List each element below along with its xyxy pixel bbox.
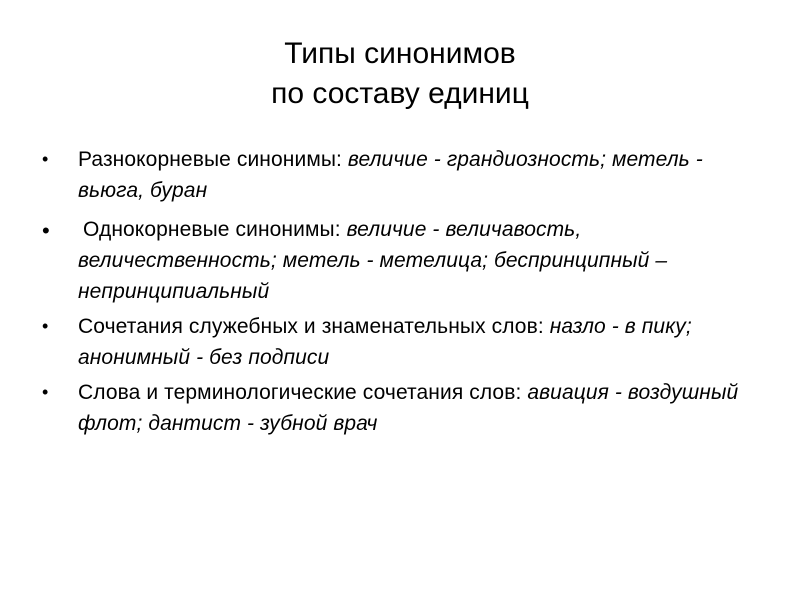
list-item <box>40 214 760 307</box>
list-item <box>40 144 760 206</box>
item-label: Сочетания служебных и знаменательных слов: <box>78 315 550 338</box>
item-example: величие - грандиозность; метель - вьюга, буран <box>78 148 703 202</box>
list-item <box>40 377 760 439</box>
bullet-icon: • <box>42 316 49 336</box>
item-example: величие - величавость, величественность; метель - метелица; беспринципный – непринципиальный <box>78 218 668 303</box>
list-item <box>40 311 760 373</box>
bullet-icon: • <box>42 218 50 243</box>
item-label: Однокорневые синонимы: <box>83 218 347 241</box>
slide-title <box>0 34 800 114</box>
item-example: назло - в пику; анонимный - без подписи <box>78 315 692 369</box>
item-label: Разнокорневые синонимы: <box>78 148 348 171</box>
bullet-icon: • <box>42 149 49 169</box>
bullet-icon: • <box>42 382 49 402</box>
item-label: Слова и терминологические сочетания слов: <box>78 381 528 404</box>
item-example: авиация - воздушный флот; дантист - зубной врач <box>78 381 739 435</box>
title-line-1: Типы синонимов <box>284 37 516 70</box>
title-line-2: по составу единиц <box>271 77 529 110</box>
bullet-list <box>40 144 760 439</box>
